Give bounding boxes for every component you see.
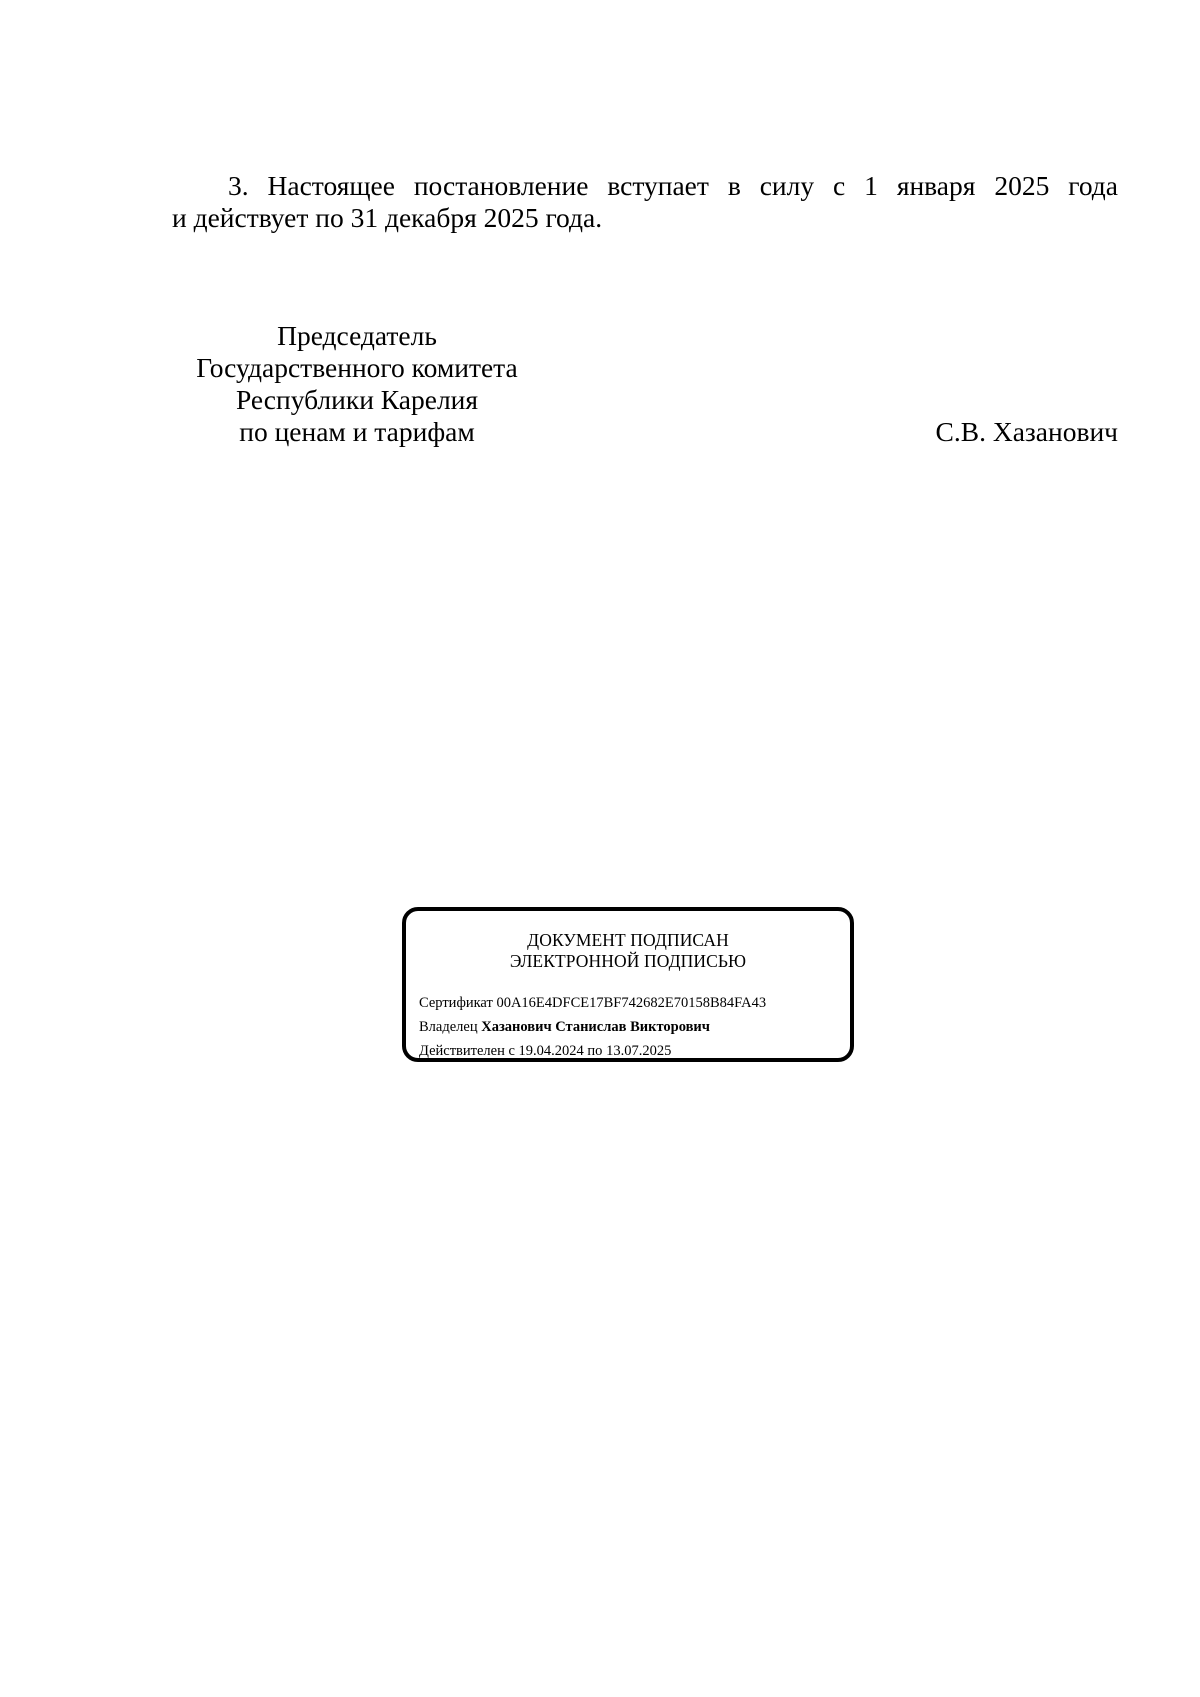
owner-value: Хазанович Станислав Викторович — [481, 1019, 710, 1035]
owner-label: Владелец — [419, 1019, 478, 1035]
stamp-title-line-2: ЭЛЕКТРОННОЙ ПОДПИСЬЮ — [509, 951, 747, 971]
position-line-4: по ценам и тарифам — [239, 416, 475, 447]
stamp-title — [406, 930, 850, 972]
position-line-2: Государственного комитета — [196, 352, 518, 383]
owner-row — [419, 1015, 766, 1039]
effective-date-paragraph — [172, 170, 1118, 234]
certificate-value: 00A16E4DFCE17BF742682E70158B84FA43 — [496, 995, 767, 1011]
valid-from-label: Действителен с — [419, 1043, 515, 1059]
valid-to-label: по — [587, 1043, 603, 1059]
signatory-position — [172, 320, 542, 448]
valid-to-value: 13.07.2025 — [606, 1043, 672, 1059]
stamp-details — [419, 991, 766, 1063]
paragraph-line-1: 3. Настоящее постановление вступает в силу с 1 января 2025 года — [228, 170, 1118, 201]
valid-from-value: 19.04.2024 — [518, 1043, 584, 1059]
signer-name: С.В. Хазанович — [935, 416, 1118, 447]
position-line-3: Республики Карелия — [235, 384, 479, 415]
certificate-label: Сертификат — [419, 995, 493, 1011]
position-line-1: Председатель — [277, 320, 437, 351]
certificate-row — [419, 991, 766, 1015]
validity-row — [419, 1039, 766, 1063]
paragraph-line-2: и действует по 31 декабря 2025 года. — [172, 202, 603, 233]
electronic-signature-stamp — [402, 907, 854, 1062]
stamp-title-line-1: ДОКУМЕНТ ПОДПИСАН — [527, 930, 729, 950]
